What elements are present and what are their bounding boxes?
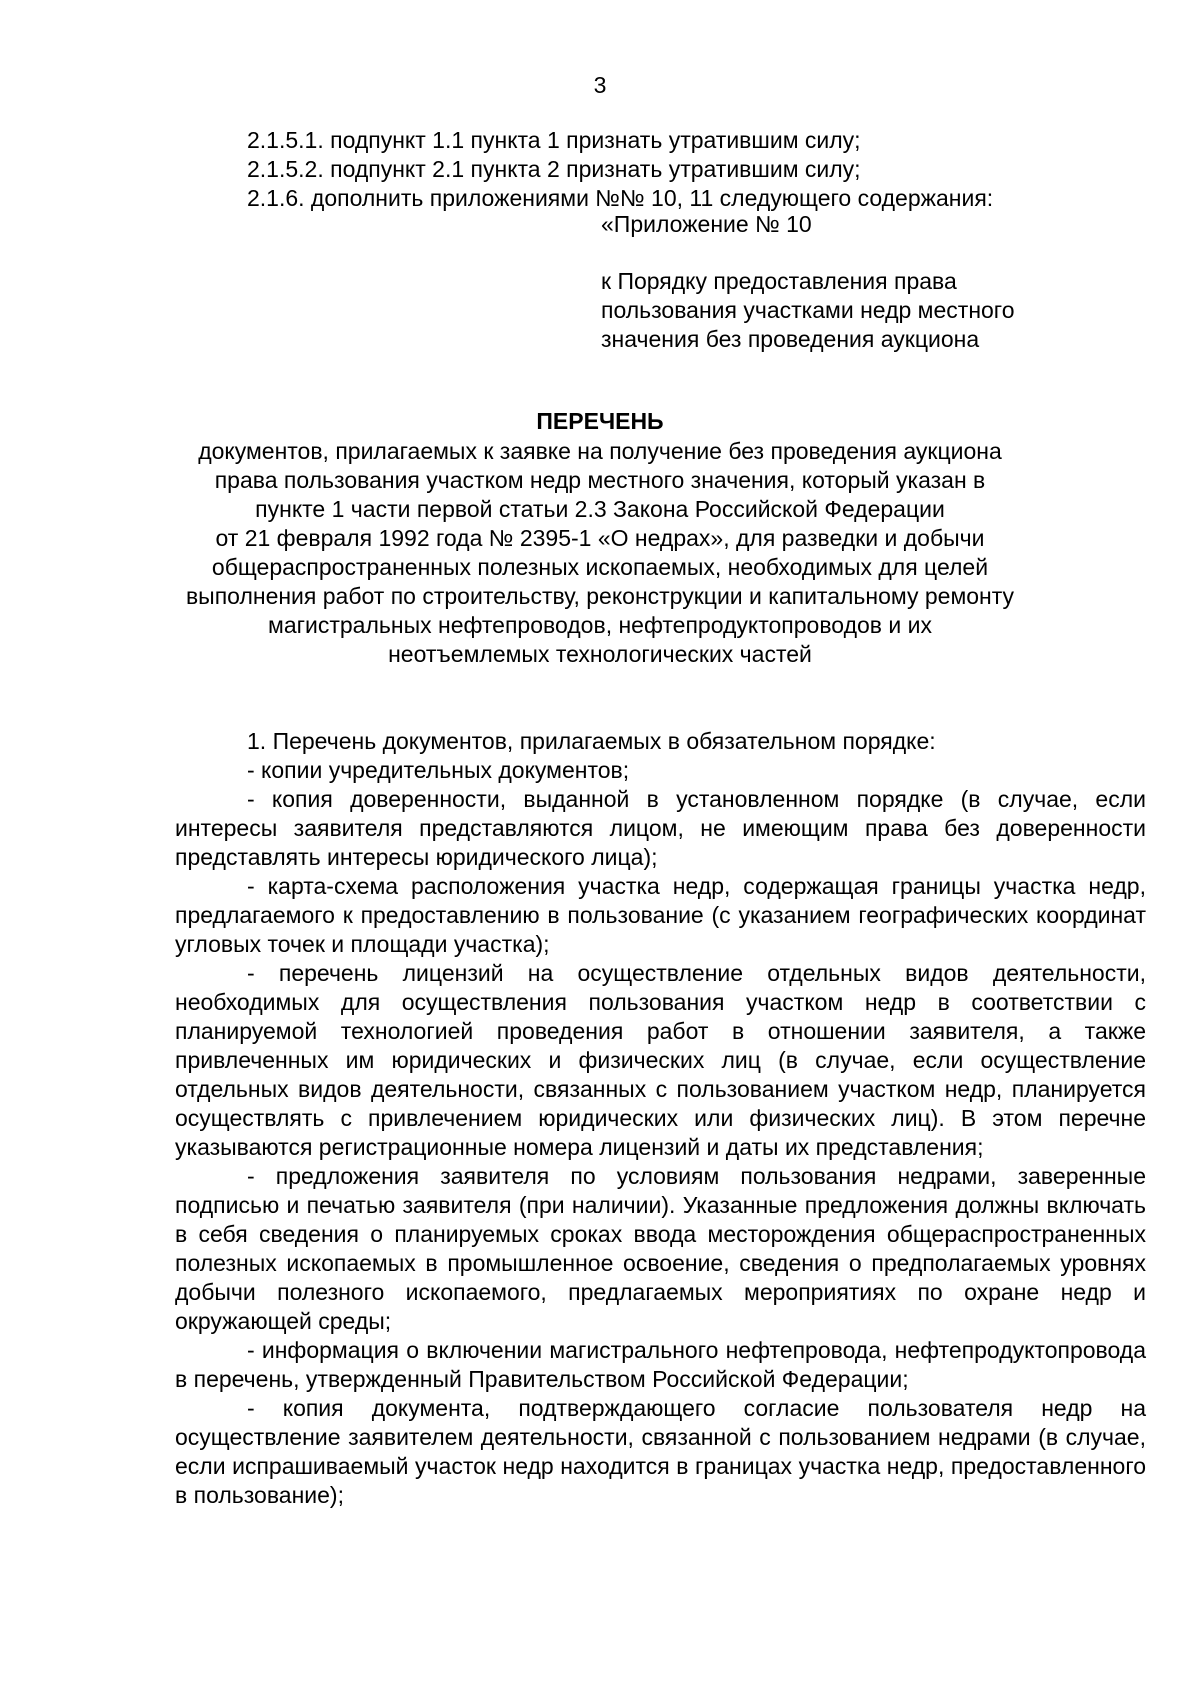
list-item: - копия доверенности, выданной в установленном порядке (в случае, если интересы заявителя представляются лицом, не имеющим права без доверенности представлять интересы юридического лица); xyxy=(175,786,1146,870)
amendment-list xyxy=(247,126,1147,213)
list-item: - перечень лицензий на осуществление отдельных видов деятельности, необходимых для осуществления пользования участком недр в соответствии с планируемой технологией проведения работ в отношении заявителя, а также привлеченных им юридических и физических лиц (в случае, если осуществление отдельных видов деятельности, связанных с пользованием участком недр, планируется осуществлять с привлечением юридических или физических лиц). В этом перечне указываются регистрационные номера лицензий и даты их представления; xyxy=(175,960,1146,1160)
subtitle-line: документов, прилагаемых к заявке на получение без проведения аукциона xyxy=(198,438,1002,464)
subtitle-line: неотъемлемых технологических частей xyxy=(388,641,812,667)
list-item: - предложения заявителя по условиям пользования недрами, заверенные подписью и печатью заявителя (при наличии). Указанные предложения должны включать в себя сведения о планируемых сроках ввода месторождения общераспространенных полезных ископаемых в промышленное освоение, сведения о предполагаемых уровнях добычи полезного ископаемого, предлагаемых мероприятиях по охране недр и окружающей среды; xyxy=(175,1163,1146,1334)
list-item: - карта-схема расположения участка недр, содержащая границы участка недр, предлагаемого к предоставлению в пользование (с указанием географических координат угловых точек и площади участка); xyxy=(175,873,1146,957)
list-item: - копия документа, подтверждающего согласие пользователя недр на осуществление заявителем деятельности, связанной с пользованием недрами (в случае, если испрашиваемый участок недр находится в границах участка недр, предоставленного в пользование); xyxy=(175,1395,1146,1508)
appendix-reference xyxy=(601,267,1121,354)
subtitle-line: права пользования участком недр местного значения, который указан в xyxy=(214,467,986,493)
appendix-ref-line: значения без проведения аукциона xyxy=(601,326,980,352)
appendix-ref-line: к Порядку предоставления права xyxy=(601,268,957,294)
subtitle-line: пункте 1 части первой статьи 2.3 Закона Российской Федерации xyxy=(255,496,945,522)
appendix-ref-line: пользования участками недр местного xyxy=(601,297,1015,323)
subtitle-line: от 21 февраля 1992 года № 2395-1 «О недрах», для разведки и добычи xyxy=(215,525,985,551)
amendment-item: 2.1.5.1. подпункт 1.1 пункта 1 признать утратившим силу; xyxy=(247,127,861,153)
document-title: ПЕРЕЧЕНЬ xyxy=(536,408,664,434)
subtitle-line: общераспространенных полезных ископаемых, необходимых для целей xyxy=(211,554,989,580)
appendix-title: «Приложение № 10 xyxy=(601,211,812,237)
subtitle-line: магистральных нефтепроводов, нефтепродуктопроводов и их xyxy=(268,612,932,638)
document-body xyxy=(175,727,1146,1510)
subtitle-line: выполнения работ по строительству, реконструкции и капитальному ремонту xyxy=(185,583,1015,609)
list-item: - информация о включении магистрального нефтепровода, нефтепродуктопровода в перечень, утвержденный Правительством Российской Федерации; xyxy=(175,1337,1146,1392)
section-heading: 1. Перечень документов, прилагаемых в обязательном порядке: xyxy=(247,728,936,754)
amendment-item: 2.1.6. дополнить приложениями №№ 10, 11 следующего содержания: xyxy=(247,185,994,211)
page-number: 3 xyxy=(593,72,607,98)
amendment-item: 2.1.5.2. подпункт 2.1 пункта 2 признать утратившим силу; xyxy=(247,156,861,182)
document-subtitle xyxy=(150,437,1050,669)
list-item: - копии учредительных документов; xyxy=(247,757,630,783)
